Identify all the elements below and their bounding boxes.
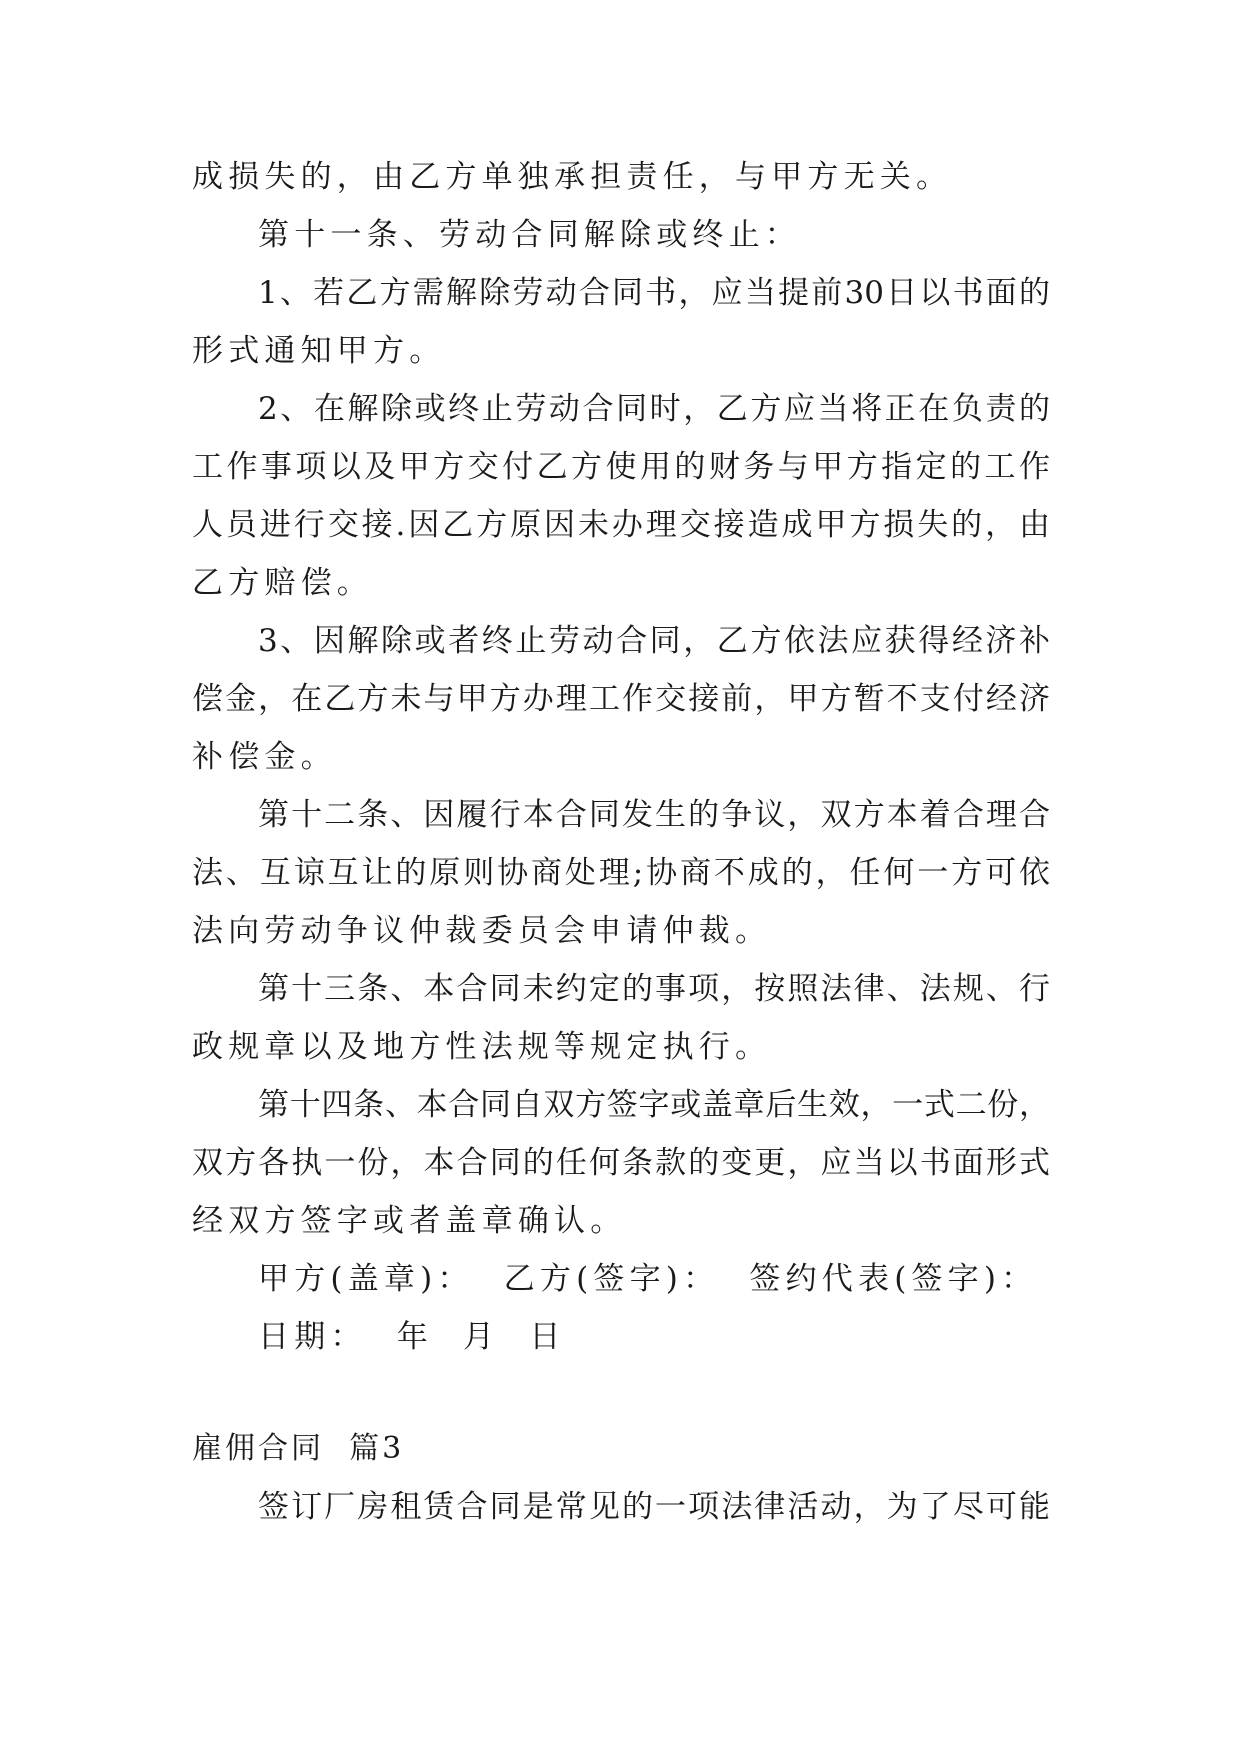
intro-paragraph: [192, 1478, 1050, 1536]
paragraph-line: 第十一条、劳动合同解除或终止：: [258, 217, 801, 253]
paragraph-art-11-2: [192, 380, 1050, 612]
paragraph-line: 乙方赔偿。: [192, 565, 373, 601]
paragraph-line: 经双方签字或者盖章确认。: [192, 1203, 627, 1239]
paragraph-line: 2、在解除或终止劳动合同时，乙方应当将正在负责的: [258, 391, 1050, 427]
paragraph-line: 1、若乙方需解除劳动合同书，应当提前30日以书面的: [258, 275, 1050, 311]
section-heading: 雇佣合同 篇3: [192, 1431, 405, 1466]
paragraph-line: 第十四条、本合同自双方签字或盖章后生效，一式二份，: [258, 1087, 1050, 1123]
paragraph-line: 成损失的，由乙方单独承担责任，与甲方无关。: [192, 159, 953, 195]
paragraph-line: 人员进行交接.因乙方原因未办理交接造成甲方损失的，由: [192, 507, 1050, 543]
paragraph-p-tail: [192, 148, 1050, 206]
paragraph-line: 3、因解除或者终止劳动合同，乙方依法应获得经济补: [258, 623, 1050, 659]
paragraph-line: 法、互谅互让的原则协商处理;协商不成的，任何一方可依: [192, 855, 1050, 891]
signature-date: 日期： 年 月 日: [258, 1319, 566, 1355]
paragraph-art-13: [192, 960, 1050, 1076]
paragraph-line: 偿金，在乙方未与甲方办理工作交接前，甲方暂不支付经济: [192, 681, 1050, 717]
paragraph-line: 法向劳动争议仲裁委员会申请仲裁。: [192, 913, 772, 949]
document-page: [192, 148, 1050, 1536]
paragraph-line: 第十三条、本合同未约定的事项，按照法律、法规、行: [258, 971, 1050, 1007]
paragraph-art-11: [192, 206, 1050, 264]
paragraph-line: 第十二条、因履行本合同发生的争议，双方本着合理合: [258, 797, 1050, 833]
paragraph-line: 补偿金。: [192, 739, 337, 775]
signature-parties: 甲方(盖章)： 乙方(签字)： 签约代表(签字)：: [258, 1261, 1038, 1297]
contract-body: [192, 148, 1050, 1250]
paragraph-art-11-3: [192, 612, 1050, 786]
paragraph-line: 形式通知甲方。: [192, 333, 446, 369]
paragraph-line: 签订厂房租赁合同是常见的一项法律活动，为了尽可能: [258, 1489, 1050, 1525]
paragraph-art-12: [192, 786, 1050, 960]
paragraph-line: 政规章以及地方性法规等规定执行。: [192, 1029, 772, 1065]
section-gap: [192, 1366, 1050, 1420]
paragraph-line: 工作事项以及甲方交付乙方使用的财务与甲方指定的工作: [192, 449, 1050, 485]
paragraph-art-11-1: [192, 264, 1050, 380]
paragraph-line: 双方各执一份，本合同的任何条款的变更，应当以书面形式: [192, 1145, 1050, 1181]
paragraph-intro: [192, 1478, 1050, 1536]
paragraph-art-14: [192, 1076, 1050, 1250]
